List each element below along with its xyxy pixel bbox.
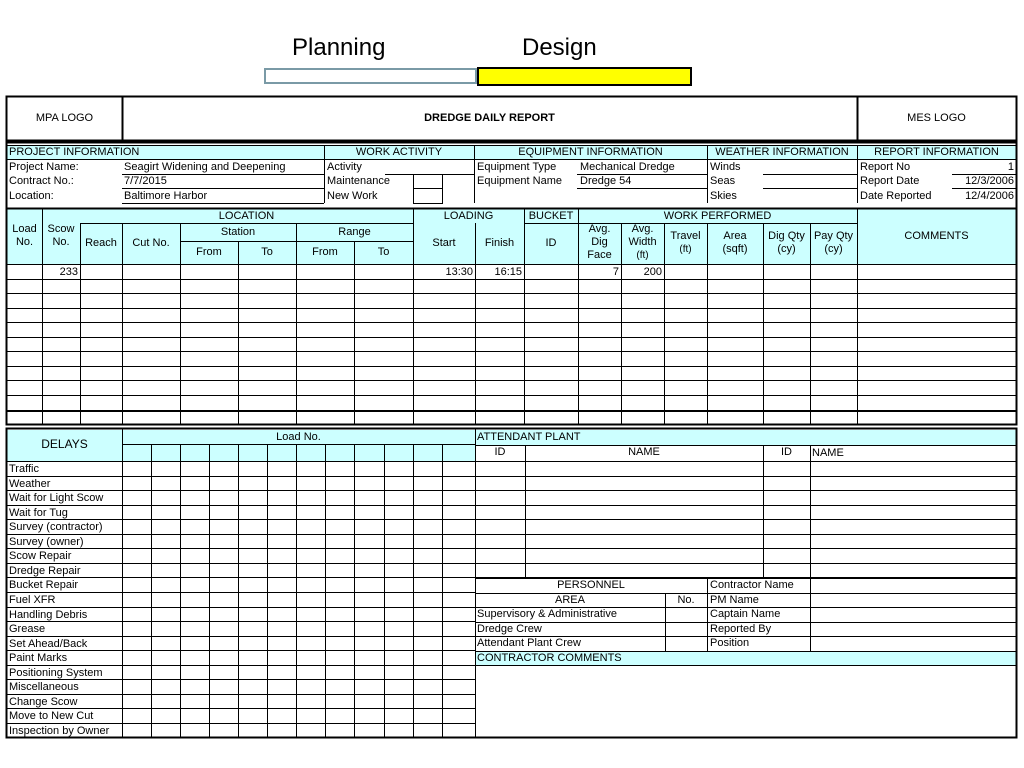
equipment-name-value[interactable]: Dredge 54 <box>580 175 632 187</box>
position-label: Position <box>710 637 750 649</box>
delay-item: Fuel XFR <box>9 593 56 606</box>
project-info-header: PROJECT INFORMATION <box>9 146 140 158</box>
col-travel-header: Travel (ft) <box>670 230 701 255</box>
delay-item: Handling Debris <box>9 608 88 621</box>
mes-logo-placeholder: MES LOGO <box>907 112 966 124</box>
col-avg-width-header: Avg. Width (ft) <box>628 223 657 261</box>
delay-item: Move to New Cut <box>9 710 94 723</box>
skies-label: Skies <box>710 190 737 202</box>
col-reach-header: Reach <box>85 237 117 249</box>
delay-item: Wait for Tug <box>9 506 68 519</box>
col-scow-header: Scow No. <box>47 223 75 248</box>
range-header: Range <box>338 226 371 238</box>
attendant-id2-header: ID <box>781 446 792 458</box>
winds-label: Winds <box>710 161 741 173</box>
personnel-supervisory: Supervisory & Administrative <box>477 608 617 620</box>
contractor-comments-area[interactable] <box>476 666 1015 737</box>
delay-item: Dredge Repair <box>9 564 81 577</box>
personnel-dredge-crew: Dredge Crew <box>477 623 542 635</box>
col-finish-header: Finish <box>484 237 515 249</box>
col-bucket-id-header: ID <box>545 237 557 249</box>
row1-avg-width[interactable]: 200 <box>643 266 662 278</box>
delay-item: Grease <box>9 623 46 636</box>
delays-header: DELAYS <box>41 437 88 451</box>
row1-avg-dig-face[interactable]: 7 <box>612 266 619 278</box>
winds-field[interactable] <box>763 161 857 174</box>
range-to-header: To <box>377 246 390 258</box>
delay-item: Set Ahead/Back <box>9 637 88 650</box>
activity-label: Activity <box>327 161 362 173</box>
new-work-label: New Work <box>327 190 378 202</box>
project-name-value[interactable]: Seagirt Widening and Deepening <box>124 161 286 173</box>
col-pay-qty-header: Pay Qty (cy) <box>813 230 854 255</box>
col-avg-dig-face-header: Avg. Dig Face <box>587 223 612 261</box>
attendant-id-header: ID <box>494 446 506 458</box>
col-dig-qty-header: Dig Qty (cy) <box>768 230 805 255</box>
area-header: AREA <box>555 594 585 606</box>
attendant-name-header: NAME <box>628 446 660 458</box>
station-header: Station <box>220 226 256 238</box>
col-load-header: Load No. <box>12 223 37 248</box>
station-to-header: To <box>261 246 273 258</box>
location-label: Location: <box>9 190 54 202</box>
delay-item: Traffic <box>9 463 39 475</box>
weather-info-header: WEATHER INFORMATION <box>715 146 849 158</box>
report-title: DREDGE DAILY REPORT <box>424 112 555 124</box>
col-start-header: Start <box>432 237 456 249</box>
report-no-label: Report No <box>860 161 911 173</box>
captain-name-label: Captain Name <box>710 608 781 620</box>
row1-start[interactable]: 13:30 <box>445 266 473 278</box>
col-cut-no-header: Cut No. <box>132 237 170 249</box>
work-performed-group-header: WORK PERFORMED <box>663 210 772 222</box>
attendant-plant-header: ATTENDANT PLANT <box>477 431 581 443</box>
seas-label: Seas <box>710 175 736 187</box>
equipment-info-header: EQUIPMENT INFORMATION <box>518 146 663 158</box>
location-group-header: LOCATION <box>218 210 275 222</box>
maintenance-checkbox[interactable] <box>414 175 442 188</box>
range-from-header: From <box>312 246 338 258</box>
delay-item: Paint Marks <box>9 652 68 665</box>
report-info-header: REPORT INFORMATION <box>874 146 999 158</box>
work-activity-header: WORK ACTIVITY <box>355 146 443 158</box>
delay-item: Survey (owner) <box>9 535 84 548</box>
delay-item: Wait for Light Scow <box>9 492 104 505</box>
seas-field[interactable] <box>763 175 857 188</box>
date-reported-label: Date Reported <box>860 190 932 202</box>
report-no-value[interactable]: 1 <box>1007 161 1014 173</box>
contract-no-value[interactable]: 7/7/2015 <box>124 175 167 187</box>
delay-item: Change Scow <box>9 695 78 708</box>
personnel-header: PERSONNEL <box>557 579 625 591</box>
maintenance-label: Maintenance <box>327 175 390 187</box>
report-date-value[interactable]: 12/3/2006 <box>965 175 1014 187</box>
row1-finish[interactable]: 16:15 <box>494 266 522 278</box>
phase-design-label: Design <box>522 34 597 61</box>
equipment-type-label: Equipment Type <box>477 161 557 173</box>
delay-item: Survey (contractor) <box>9 521 103 534</box>
delay-item: Bucket Repair <box>9 579 79 592</box>
contract-no-label: Contract No.: <box>9 175 74 187</box>
report-date-label: Report Date <box>860 175 920 187</box>
load-no-header: Load No. <box>276 431 321 443</box>
delay-item: Inspection by Owner <box>9 724 110 737</box>
personnel-attendant-crew: Attendant Plant Crew <box>477 637 581 649</box>
new-work-checkbox[interactable] <box>414 189 442 203</box>
bucket-group-header: BUCKET <box>528 210 574 222</box>
equipment-type-value[interactable]: Mechanical Dredge <box>580 161 675 173</box>
delay-item: Miscellaneous <box>9 681 79 694</box>
pm-name-label: PM Name <box>710 594 759 606</box>
col-area-header: Area (sqft) <box>722 230 748 255</box>
reported-by-label: Reported By <box>710 623 772 635</box>
personnel-no-header: No. <box>677 594 695 606</box>
location-value[interactable]: Baltimore Harbor <box>124 190 208 202</box>
attendant-name2-header: NAME <box>812 447 844 459</box>
date-reported-value[interactable]: 12/4/2006 <box>965 190 1014 202</box>
col-comments-header: COMMENTS <box>904 230 969 242</box>
contractor-comments-header: CONTRACTOR COMMENTS <box>477 652 622 664</box>
delay-item: Weather <box>9 477 51 490</box>
phase-planning-label: Planning <box>292 34 386 61</box>
mpa-logo-placeholder: MPA LOGO <box>35 112 94 124</box>
contractor-name-label: Contractor Name <box>710 579 794 591</box>
delay-item: Positioning System <box>9 666 103 679</box>
loading-group-header: LOADING <box>443 210 494 222</box>
row1-scow-no[interactable]: 233 <box>59 266 78 278</box>
delay-item: Scow Repair <box>9 550 72 563</box>
project-name-label: Project Name: <box>9 161 79 173</box>
station-from-header: From <box>196 246 222 258</box>
equipment-name-label: Equipment Name <box>477 175 562 187</box>
